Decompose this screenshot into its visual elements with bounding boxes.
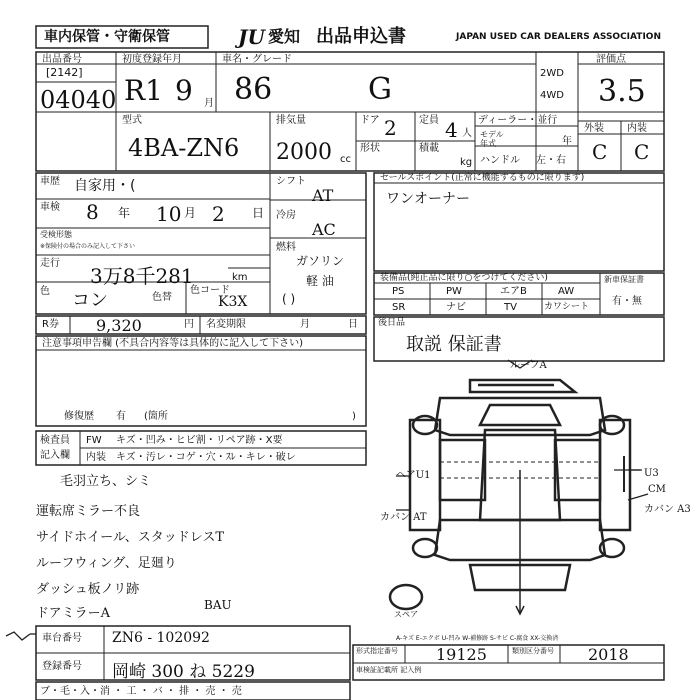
recycle-amount: 9,320: [96, 316, 142, 335]
ju-logo: JU: [238, 25, 265, 49]
name-change-day: 日: [348, 319, 358, 330]
capacity-value: 4: [445, 118, 458, 142]
reg-example-label: 車検証記載所 記入例: [356, 666, 422, 674]
later-label: 後日品: [378, 318, 406, 328]
score-value: 3.5: [598, 74, 646, 109]
fuel-gas: ガソリン: [296, 254, 345, 268]
handwritten-note-5: ダッシュ板ノリ跡: [36, 582, 140, 597]
equip-sr: SR: [392, 302, 406, 313]
year-unit: 年: [562, 136, 572, 147]
color-value: コン: [72, 290, 108, 311]
handwritten-note-4: ルーフウィング、足廻り: [36, 556, 177, 571]
chassis-value: ZN6 - 102092: [112, 630, 210, 646]
plate-value: 岡崎 300 ね 5229: [112, 662, 255, 682]
reg-era-year: R1: [124, 74, 163, 107]
diagram-right-top: CM: [648, 484, 666, 495]
damage-legend: A-キズ E-エクボ U-凹み W-補修跡 S-サビ C-腐食 XX-交換済: [396, 635, 559, 642]
lot-sub-number: [2142]: [46, 66, 83, 79]
inspector-row1-items: キズ・凹み・ヒビ割・リペア跡・X要: [116, 435, 283, 446]
footer-text: ブ・毛・入・消 ・ 工 ・ バ ・ 排 ・ 売 ・ 売: [40, 686, 242, 697]
inspector-label-1: 検査員: [40, 435, 70, 446]
usage-value: 自家用・(: [74, 178, 136, 194]
handwritten-note-1: 毛羽立ち、シミ: [60, 474, 152, 489]
interior-score: C: [634, 140, 650, 164]
ac-value: AC: [312, 220, 336, 239]
displacement-unit: cc: [340, 154, 351, 165]
chassis-label: 車台番号: [42, 633, 82, 644]
class-label: 類別区分番号: [512, 647, 554, 655]
new-car-label: 新車保証書: [604, 275, 644, 284]
repair-label: 修復歴: [64, 411, 94, 422]
org-name: 愛知: [268, 27, 301, 46]
reg-month: 9: [175, 74, 193, 107]
capacity-label: 定員: [419, 115, 439, 126]
type-value: 4BA-ZN6: [128, 134, 240, 162]
lot-label: 出品番号: [42, 54, 82, 65]
equip-pw: PW: [446, 286, 462, 297]
diagram-right-label-2: カバン A3: [644, 504, 691, 515]
type-label: 型式: [122, 115, 142, 126]
receipt-sub: ※保険付の場合のみ記入して下さい: [40, 243, 136, 250]
inspection-year-unit: 年: [118, 206, 131, 220]
storage-type-label: 車内保管・守衛保管: [44, 29, 170, 45]
inspection-label: 車検: [40, 202, 60, 213]
equip-tv: TV: [504, 302, 517, 313]
load-unit: kg: [460, 157, 473, 168]
fuel-label: 燃料: [276, 242, 296, 253]
inspection-month-unit: 月: [184, 206, 197, 220]
equip-navi: ナビ: [446, 302, 466, 313]
handwritten-note-6: ドアミラーA: [36, 606, 110, 621]
lot-number: 04040: [40, 86, 117, 114]
equip-aw: AW: [558, 286, 575, 297]
color-swap-label: 色替: [152, 292, 172, 303]
recycle-label: R券: [42, 319, 59, 330]
color-code-value: K3X: [218, 294, 248, 310]
doors-label: ドア: [360, 115, 380, 126]
dealer-label: ディーラー・並行: [478, 115, 558, 126]
inspector-row1-category: FW: [86, 435, 102, 446]
inspector-label-2: 記入欄: [40, 450, 70, 461]
name-change-month: 月: [300, 319, 310, 330]
inspector-row2-category: 内装: [86, 452, 106, 463]
model-grade: G: [368, 72, 392, 107]
fuel-paren: ( ): [282, 292, 296, 306]
repair-value: 有: [116, 411, 126, 422]
model-year-label: モデル年式: [480, 130, 504, 148]
inspection-month: 10: [156, 202, 182, 226]
color-label: 色: [40, 286, 50, 297]
displacement-label: 排気量: [276, 115, 306, 126]
exterior-label: 外装: [584, 123, 604, 134]
bottom-note: BAU: [204, 598, 232, 612]
equip-leather: カワシート: [544, 302, 590, 312]
first-reg-label: 初度登録年月: [122, 54, 182, 65]
recycle-unit: 円: [184, 319, 194, 330]
inspection-day-unit: 日: [252, 206, 265, 220]
receipt-label: 受検形態: [40, 230, 72, 239]
diagram-left-label: ヘアU1: [396, 470, 431, 481]
type-spec-label: 形式指定番号: [356, 647, 398, 655]
score-label: 評価点: [596, 54, 626, 65]
handle-label: ハンドル: [480, 155, 520, 166]
name-change-label: 名変期限: [206, 319, 246, 330]
capacity-unit: 人: [462, 128, 472, 139]
form-title: 出品申込書: [316, 26, 406, 47]
handwritten-note-3: サイドホイール、スタッドレスT: [36, 530, 225, 545]
displacement-value: 2000: [276, 140, 332, 165]
diagram-left-label-2: カバン AT: [380, 512, 427, 523]
shift-label: シフト: [276, 176, 306, 187]
diagram-right-label: U3: [644, 468, 659, 479]
ac-label: 冷房: [276, 210, 296, 221]
org-english: JAPAN USED CAR DEALERS ASSOCIATION: [456, 32, 661, 42]
car-diagram: [390, 380, 630, 614]
reg-month-unit: 月: [204, 98, 214, 109]
model-name: 86: [234, 72, 273, 107]
mileage-value: 3万8千281: [90, 264, 194, 288]
handwritten-note-2: 運転席ミラー不良: [36, 504, 141, 519]
spare-label: スペア: [394, 610, 418, 619]
wd-4-label: 4WD: [540, 90, 564, 101]
repair-place: (箇所: [144, 411, 168, 422]
later-text: 取説 保証書: [406, 334, 502, 355]
new-car-options: 有・無: [612, 296, 642, 307]
notes-label: 注意事項申告欄 (不具合内容等は具体的に記入して下さい): [42, 338, 303, 349]
equip-ps: PS: [392, 286, 405, 297]
type-spec-value: 19125: [436, 645, 487, 664]
color-code-label: 色コード: [190, 285, 230, 296]
model-label: 車名・グレード: [222, 54, 292, 65]
mileage-unit: km: [232, 272, 248, 283]
inspector-row2-items: キズ・汚レ・コゲ・穴・ｽﾚ・キレ・破レ: [116, 452, 296, 463]
equip-airbag: エアB: [500, 286, 527, 297]
shape-label: 形状: [360, 143, 380, 154]
usage-label: 車歴: [40, 176, 60, 187]
sales-point-text: ワンオーナー: [386, 191, 470, 207]
shift-value: AT: [312, 186, 334, 205]
mileage-label: 走行: [40, 258, 60, 269]
handle-options: 左・右: [536, 155, 566, 166]
load-label: 積載: [419, 143, 439, 154]
sales-point-label: セールスポイント(正常に機能するものに限ります): [380, 173, 585, 183]
plate-label: 登録番号: [42, 661, 82, 672]
repair-close: ): [352, 411, 356, 422]
class-value: 2018: [588, 645, 629, 664]
wd-2-label: 2WD: [540, 68, 564, 79]
interior-label: 内装: [627, 123, 647, 134]
exterior-score: C: [592, 140, 608, 164]
inspection-year: 8: [86, 200, 99, 224]
doors-value: 2: [384, 116, 397, 140]
fuel-light: 軽 油: [306, 274, 334, 288]
diagram-top-label: ルーフA: [510, 360, 547, 371]
inspection-day: 2: [212, 202, 225, 226]
equipment-label: 装備品(純正品に限り○をつけてください): [380, 273, 548, 283]
